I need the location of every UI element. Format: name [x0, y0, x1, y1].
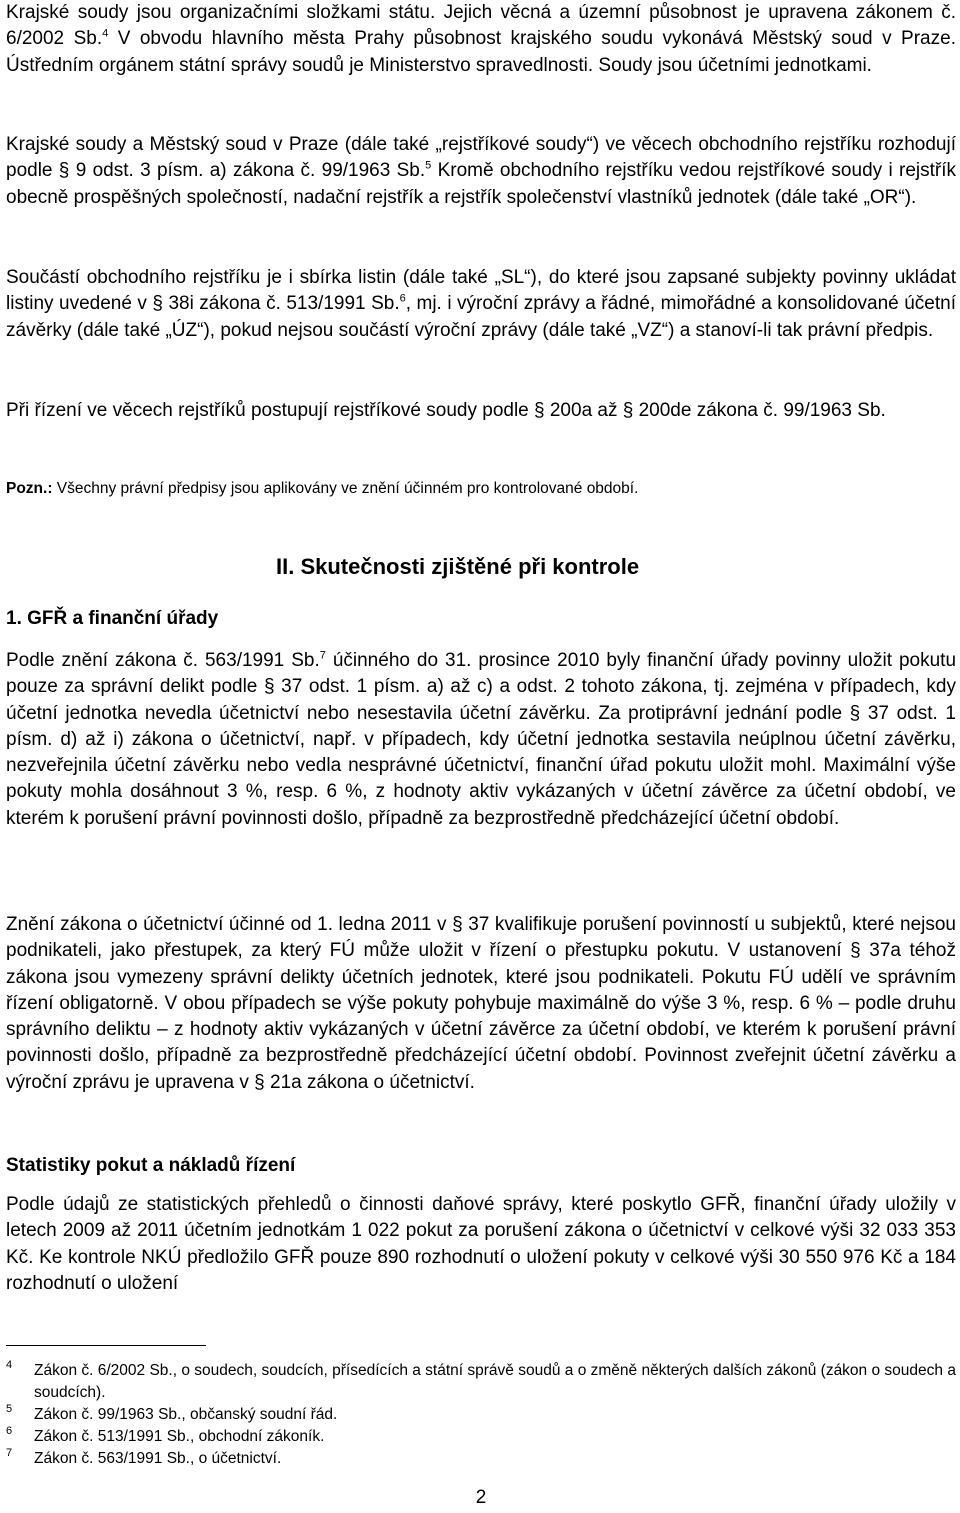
- paragraph-text: Znění zákona o účetnictví účinné od 1. ledna 2011 v § 37 kvalifikuje porušení povinností u subjektů, které nejsou podnikateli, jako přestupek, za který FÚ může uložit v řízení o přestupku pokutu. V ustanovení § 37a téhož zákona jsou vymezeny správní delikty účetních jednotek, které jsou podnikateli. Pokutu FÚ udělí ve správním řízení obligatorně. V obou případech se výše pokuty pohybuje maximálně do výše 3 %, resp. 6 % – podle druhu správního deliktu – z hodnoty aktiv vykázaných v účetní závěrce za účetní období, ve kterém k porušení právní povinnosti došlo, případně za bezprostředně předcházející účetní období. Povinnost zveřejnit účetní závěrku a výroční zprávu je upravena v § 21a zákona o účetnictví.: [6, 914, 956, 1093]
- paragraph-proceedings: [6, 398, 956, 424]
- footnote: 7 Zákon č. 563/1991 Sb., o účetnictví.: [6, 1447, 282, 1467]
- note: [6, 478, 956, 500]
- paragraph-text: , mj. i výroční zprávy a řádné, mimořádné a konsolidované účetní závěrky (dále také „ÚZ“), pokud nejsou součástí výroční zprávy (dále také „VZ“) a stanoví-li tak právní předpis.: [6, 293, 956, 341]
- subsection-heading: 1. GFŘ a finanční úřady: [6, 608, 219, 629]
- footnote-ref[interactable]: 5: [425, 159, 432, 172]
- footnote-ref[interactable]: 6: [399, 292, 406, 305]
- paragraph-text: Podle znění zákona č. 563/1991 Sb.: [6, 650, 320, 671]
- paragraph-law-until-2010: [6, 648, 956, 832]
- footnote-ref[interactable]: 7: [319, 649, 326, 662]
- paragraph-text: účinného do 31. prosince 2010 byly finanční úřady povinny uložit pokutu pouze za správní delikt podle § 37 odst. 1 písm. a) až c) a odst. 2 tohoto zákona, tj. zejména v případech, kdy účetní jednotka nevedla účetnictví nebo nesestavila účetní závěrku. Za protiprávní jednání podle § 37 odst. 1 písm. d) až i) zákona o účetnictví, např. v případech, kdy účetní jednotka sestavila neúplnou účetní závěrku, nezveřejnila účetní závěrku nebo vedla nesprávné účetnictví, finanční úřad pokutu uložit mohl. Maximální výše pokuty mohla dosáhnout 3 %, resp. 6 %, z hodnoty aktiv vykázaných v účetní závěrce za účetní období, ve kterém k porušení právní povinnosti došlo, případně za bezprostředně předcházející účetní období.: [6, 650, 957, 829]
- note-label: Pozn.:: [6, 480, 53, 497]
- footnote: 5 Zákon č. 99/1963 Sb., občanský soudní řád.: [6, 1403, 338, 1423]
- paragraph-text: Kromě obchodního rejstříku vedou rejstříkové soudy i rejstřík obecně prospěšných společností, nadační rejstřík a rejstřík společenství vlastníků jednotek (dále také „OR“).: [6, 160, 956, 208]
- paragraph-text: V obvodu hlavního města Prahy působnost krajského soudu vykonává Městský soud v Praze. Ústředním orgánem státní správy soudů je Ministerstvo spravedlnosti. Soudy jsou účetními jednotkami.: [6, 28, 956, 76]
- paragraph-text: Při řízení ve věcech rejstříků postupují rejstříkové soudy podle § 200a až § 200de zákona č. 99/1963 Sb.: [6, 400, 886, 421]
- stats-heading: Statistiky pokut a nákladů řízení: [6, 1155, 296, 1176]
- paragraph-text: Podle údajů ze statistických přehledů o činnosti daňové správy, které poskytlo GFŘ, finanční úřady uložily v letech 2009 až 2011 účetním jednotkám 1 022 pokut za porušení zákona o účetnictví v celkové výši 32 033 353 Kč. Ke kontrole NKÚ předložilo GFŘ pouze 890 rozhodnutí o uložení pokuty v celkové výši 30 550 976 Kč a 184 rozhodnutí o uložení: [6, 1194, 956, 1294]
- paragraph-text: Součástí obchodního rejstříku je i sbírka listin (dále také „SL“), do které jsou zapsané subjekty povinny ukládat listiny uvedené v § 38i zákona č. 513/1991 Sb.: [6, 267, 956, 315]
- footnotes: [6, 1345, 956, 1470]
- footnote-separator: [6, 1345, 206, 1346]
- paragraph-courts: [6, 0, 956, 79]
- paragraph-text: Krajské soudy a Městský soud v Praze (dále také „rejstříkové soudy“) ve věcech obchodního rejstříku rozhodují podle § 9 odst. 3 písm. a) zákona č. 99/1963 Sb.: [6, 134, 956, 182]
- note-text: Všechny právní předpisy jsou aplikovány ve znění účinném pro kontrolované období.: [52, 480, 639, 497]
- footnote: 6 Zákon č. 513/1991 Sb., obchodní zákoník.: [6, 1425, 325, 1445]
- page-number: 2: [475, 1487, 487, 1508]
- paragraph-registry-courts: [6, 132, 956, 211]
- paragraph-statistics: [6, 1192, 956, 1297]
- footnote: 4 Zákon č. 6/2002 Sb., o soudech, soudcích, přísedících a státní správě soudů a o změně některých dalších zákonů (zákon o soudech a soudcích).: [6, 1359, 956, 1401]
- footnote-ref[interactable]: 4: [102, 27, 109, 40]
- paragraph-text: Krajské soudy jsou organizačními složkami státu. Jejich věcná a územní působnost je upravena zákonem č. 6/2002 Sb.: [6, 2, 956, 50]
- paragraph-law-from-2011: [6, 912, 956, 1096]
- section-heading: II. Skutečnosti zjištěné při kontrole: [276, 554, 640, 579]
- paragraph-collection-of-deeds: [6, 265, 956, 344]
